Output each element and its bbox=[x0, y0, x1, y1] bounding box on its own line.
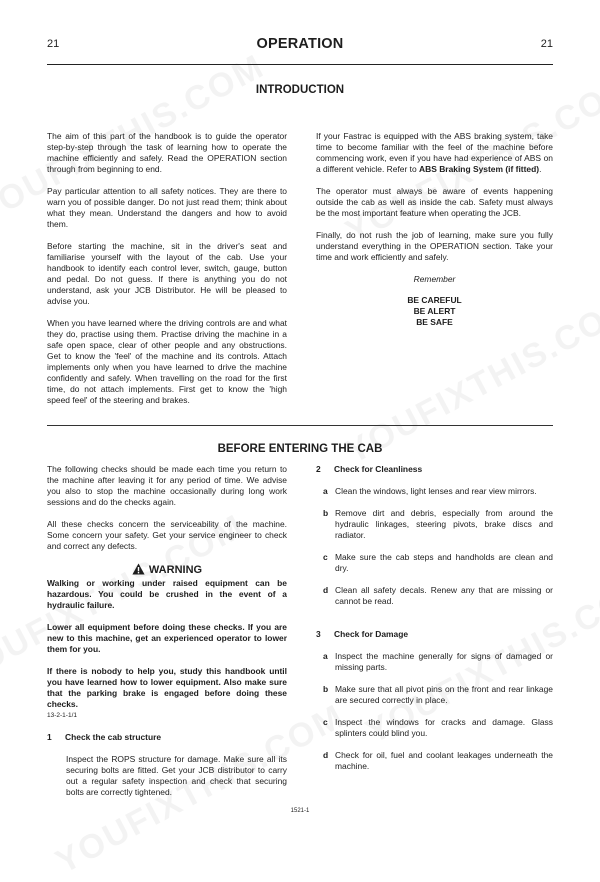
page-title: OPERATION bbox=[256, 36, 344, 52]
paragraph: When you have learned where the driving controls are and what they do, practise using them. Practise driving the machine in a safe open space, clear of other people and any obstructions. Get to know the 'feel' of the machine and its controls. Attach implements only when you have learned to drive the machine confidently and safely. When travelling on the road for the first time, do not attach implements. First get to know the 'high speed feel' of the steering and brakes. bbox=[47, 318, 287, 405]
paragraph-text: If your Fastrac is equipped with the ABS braking system, take time to become familiar with the feel of the machine before commencing work, even if you have had experience of ABS on a different vehicle. Refer to bbox=[316, 131, 553, 174]
remember-label: Remember bbox=[413, 274, 456, 284]
paragraph: Finally, do not rush the job of learning, make sure you fully understand everything in the OPERATION section. Take your time and work efficiently and safely. bbox=[316, 230, 553, 262]
warning-reference: 13-2-1-1/1 bbox=[47, 712, 77, 719]
paragraph: The following checks should be made each time you return to the machine after leaving it for any period of time. We advise you also to stop the machine occasionally during long work sessions and do the checks again. bbox=[47, 464, 287, 507]
check-number: 1 bbox=[47, 732, 52, 742]
page-number-right: 21 bbox=[540, 38, 553, 50]
section-title-before-entering: BEFORE ENTERING THE CAB bbox=[217, 443, 383, 455]
safety-motto-line: BE SAFE bbox=[416, 317, 453, 327]
section-divider bbox=[47, 425, 553, 426]
warning-box bbox=[47, 563, 287, 721]
before-left-column bbox=[47, 464, 287, 809]
check-text: Inspect the ROPS structure for damage. Make sure all its securing bolts are fitted. Get your JCB distributor to carry out a regular safety inspection and check that securing bolts are correctly tightened. bbox=[66, 754, 287, 797]
safety-motto bbox=[316, 295, 553, 328]
safety-motto-line: BE CAREFUL bbox=[407, 295, 462, 305]
list-item: d Clean all safety decals. Renew any that are missing or cannot be read. bbox=[323, 585, 553, 606]
intro-right-column bbox=[316, 131, 553, 328]
check-heading bbox=[316, 464, 553, 475]
check-number: 3 bbox=[316, 629, 321, 639]
paragraph: Pay particular attention to all safety notices. They are there to warn you of possible danger. Do not just read them; think about what they mean. Understand the dangers and how to avoid them. bbox=[47, 186, 287, 229]
warning-paragraph: Lower all equipment before doing these checks. If you are new to this machine, get an experienced operator to lower them for you. bbox=[47, 622, 287, 654]
warning-heading bbox=[47, 563, 287, 576]
header-rule bbox=[47, 64, 553, 65]
list-item: a Clean the windows, light lenses and rear view mirrors. bbox=[323, 486, 537, 496]
list-item: a Inspect the machine generally for signs of damaged or missing parts. bbox=[323, 651, 553, 672]
list-item: c Make sure the cab steps and handholds are clean and dry. bbox=[323, 552, 553, 573]
check-number: 2 bbox=[316, 464, 321, 474]
warning-paragraph: Walking or working under raised equipment can be hazardous. You could be crushed in the event of a hydraulic failure. bbox=[47, 578, 287, 610]
list-item: b Remove dirt and debris, especially from around the hydraulic linkages, steering pivots, brake discs and radiator. bbox=[323, 508, 553, 540]
paragraph: All these checks concern the serviceability of the machine. Some concern your safety. Get your service engineer to check and correct any defects. bbox=[47, 519, 287, 551]
check-title: Check the cab structure bbox=[65, 732, 162, 742]
check-title: Check for Damage bbox=[334, 629, 409, 639]
check-heading bbox=[47, 732, 287, 743]
check-title: Check for Cleanliness bbox=[334, 464, 423, 474]
intro-left-column bbox=[47, 131, 287, 417]
paragraph: The operator must always be aware of events happening outside the cab as well as inside the cab. Safety must always be the most important feature when operating the JCB. bbox=[316, 186, 553, 218]
cross-reference-link[interactable]: ABS Braking System (if fitted) bbox=[419, 164, 540, 174]
list-item: c Inspect the windows for cracks and damage. Glass splinters could blind you. bbox=[323, 717, 553, 738]
before-right-column bbox=[316, 464, 553, 772]
section-title-introduction: INTRODUCTION bbox=[255, 84, 345, 96]
warning-triangle-icon bbox=[132, 563, 145, 575]
check-heading bbox=[316, 629, 553, 640]
page-number-left: 21 bbox=[47, 38, 60, 50]
footer-code: 1521-1 bbox=[290, 808, 310, 814]
warning-paragraph: If there is nobody to help you, study this handbook until you have learned how to lower equipment. Also make sure that the parking brake is engaged before doing these checks. bbox=[47, 666, 287, 709]
list-item: d Check for oil, fuel and coolant leakages underneath the machine. bbox=[323, 750, 553, 771]
paragraph-end: . bbox=[539, 164, 542, 174]
paragraph: Before starting the machine, sit in the driver's seat and familiarise yourself with the layout of the cab. Use your handbook to identify each control lever, switch, gauge, button and pedal. Do not guess. If there is anything you do not understand, ask your JCB Distributor. He will be pleased to advise you. bbox=[47, 241, 287, 306]
list-item: b Make sure that all pivot pins on the front and rear linkage are secured correctly in place. bbox=[323, 684, 553, 705]
warning-title: WARNING bbox=[148, 564, 203, 576]
paragraph: The aim of this part of the handbook is to guide the operator step-by-step through the task of learning how to operate the machine efficiently and safely. Read the OPERATION section through from beginning to end. bbox=[47, 131, 287, 174]
safety-motto-line: BE ALERT bbox=[413, 306, 456, 316]
paragraph bbox=[316, 131, 553, 175]
